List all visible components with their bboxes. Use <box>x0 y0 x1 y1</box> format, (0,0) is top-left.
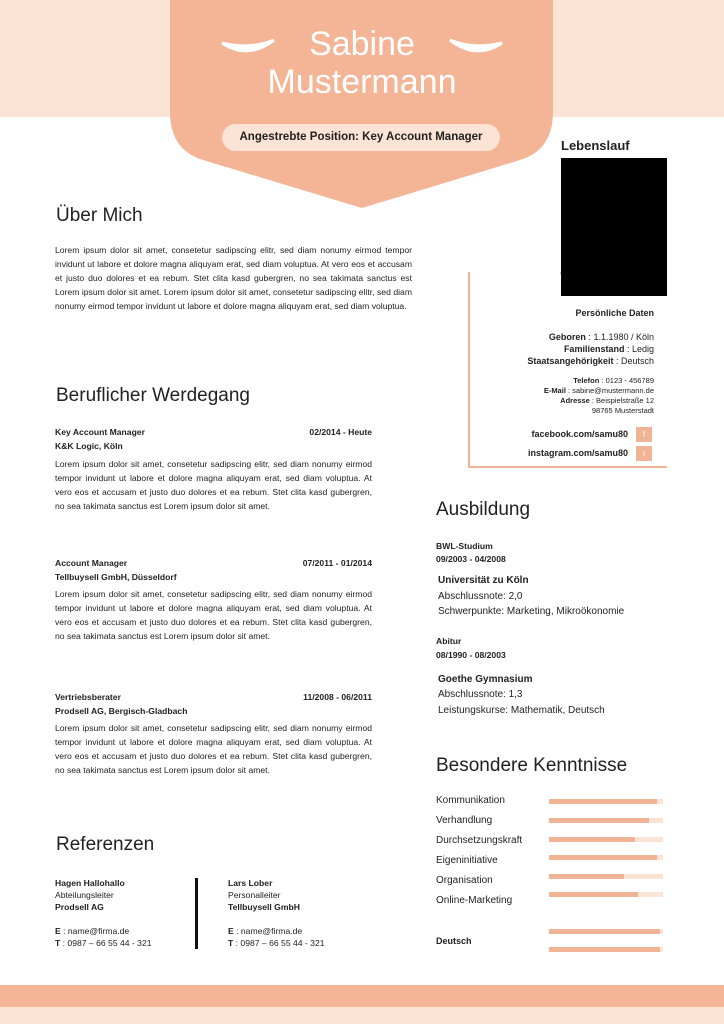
ref-name: Lars Lober <box>228 878 273 888</box>
ref-role: Abteilungsleiter <box>55 890 114 900</box>
about-title: Über Mich <box>56 205 143 226</box>
skill-bar <box>549 837 663 842</box>
job-company-2: Tellbuysell GmbH, Düsseldorf <box>55 572 177 582</box>
position-pill: Angestrebte Position: Key Account Manager <box>222 124 500 151</box>
skill-label: Durchsetzungskraft <box>436 835 523 846</box>
ref-name: Hagen Hallohallo <box>55 878 125 888</box>
bottom-band <box>0 985 724 1007</box>
job-company-1: K&K Logic, Köln <box>55 441 123 451</box>
skill-label: Kommunikation <box>436 795 505 806</box>
familienstand-label: Familienstand <box>563 344 625 354</box>
ref-phone-label: T <box>55 938 61 948</box>
skill-fill <box>549 874 624 879</box>
instagram-link[interactable]: instagram.com/samu80 <box>527 448 628 458</box>
skill-fill <box>549 855 657 860</box>
facebook-link[interactable]: facebook.com/samu80 <box>531 429 628 439</box>
ref-phone-label: T <box>228 938 234 948</box>
language-fill <box>549 947 660 952</box>
language-bar <box>549 947 663 952</box>
skill-label: Organisation <box>436 875 493 886</box>
job-company-3: Prodsell AG, Bergisch-Gladbach <box>55 706 188 716</box>
job-title-2: Account Manager <box>55 558 128 568</box>
skill-bar <box>549 855 663 860</box>
skill-bar <box>549 892 663 897</box>
info-telefon: Telefon : 0123 - 456789 <box>573 376 654 385</box>
ref-email-label: E <box>228 926 234 936</box>
skill-fill <box>549 818 649 823</box>
reference-2: Lars Lober Personalleiter Tellbuysell GmbH E : name@firma.de T : 0987 – 66 55 44 - 321 <box>228 878 325 948</box>
edu-school-2: Goethe Gymnasium <box>438 674 533 685</box>
reference-divider <box>195 878 198 949</box>
skill-fill <box>549 892 638 897</box>
geboren-value: 1.1.1980 / Köln <box>593 332 654 342</box>
info-familienstand: Familienstand : Ledig <box>563 344 654 354</box>
last-name: Mustermann <box>267 63 457 101</box>
skill-fill <box>549 799 657 804</box>
email-value: sabine@mustermann.de <box>572 386 654 395</box>
job-text-3: Lorem ipsum dolor sit amet, consetetur sadipscing elitr, sed diam nonumy eirmod tempor invidunt ut labore et dolore magna aliquyam erat, sed diam voluptua. At vero eos et accusam et justo duo dolores et ea rebum. Stet clita kasd gubergren, no sea takimata sanctus est Lorem ipsum dolor sit amet. <box>55 723 372 775</box>
info-email: E-Mail : sabine@mustermann.de <box>543 386 654 395</box>
edu-line-2b: Leistungskurse: Mathematik, Deutsch <box>438 705 605 716</box>
edu-school-1: Universität zu Köln <box>438 575 529 586</box>
info-box-gap <box>470 272 560 276</box>
ref-phone: 0987 – 66 55 44 - 321 <box>240 938 325 948</box>
instagram-icon[interactable]: i <box>636 446 652 461</box>
edu-line-2a: Abschlussnote: 1,3 <box>438 689 523 700</box>
ref-email-label: E <box>55 926 61 936</box>
education-title: Ausbildung <box>436 499 531 520</box>
staat-value: Deutsch <box>620 356 654 366</box>
job-title-3: Vertriebsberater <box>55 692 121 702</box>
personal-data-title: Persönliche Daten <box>575 308 654 318</box>
first-name: Sabine <box>309 25 415 63</box>
ref-company: Prodsell AG <box>55 902 104 912</box>
info-ort: 98765 Musterstadt <box>591 406 654 415</box>
edu-date-1: 09/2003 - 04/2008 <box>436 554 506 564</box>
adresse-label: Adresse <box>560 396 590 405</box>
about-text: Lorem ipsum dolor sit amet, consetetur sadipscing elitr, sed diam nonumy eirmod tempor invidunt ut labore et dolore magna aliquyam erat, sed diam voluptua. At vero eos et accusam et justo duo dolores et ea rebum. Stet clita kasd gubergren, no sea takimata sanctus est Lorem ipsum dolor sit amet. Lorem ipsum dolor sit amet, consetetur sadipscing elitr, sed diam nonumy eirmod tempor invidunt ut labore et dolore magna aliquyam erat, sed diam voluptua. <box>55 245 412 311</box>
ref-email[interactable]: name@firma.de <box>240 926 303 936</box>
lebenslauf-label: Lebenslauf <box>561 138 630 153</box>
edu-label-2: Abitur <box>436 636 462 646</box>
telefon-value: 0123 - 456789 <box>605 376 654 385</box>
job-text-2: Lorem ipsum dolor sit amet, consetetur sadipscing elitr, sed diam nonumy eirmod tempor invidunt ut labore et dolore magna aliquyam erat, sed diam voluptua. At vero eos et accusam et justo duo dolores et ea rebum. Stet clita kasd gubergren, no sea takimata sanctus est Lorem ipsum dolor sit amet. <box>55 589 372 641</box>
language-fill <box>549 929 660 934</box>
ref-company: Tellbuysell GmbH <box>228 902 300 912</box>
job-date-2: 07/2011 - 01/2014 <box>302 558 372 568</box>
skill-bar <box>549 874 663 879</box>
info-adresse: Adresse : Beispielstraße 12 <box>560 396 654 405</box>
photo <box>561 158 667 296</box>
skill-label: Eigeninitiative <box>436 855 498 866</box>
skill-label: Verhandlung <box>436 815 493 826</box>
language-label: Deutsch <box>436 936 472 946</box>
info-staat: Staatsangehörigkeit : Deutsch <box>527 356 654 366</box>
job-title-1: Key Account Manager <box>55 427 145 437</box>
job-date-1: 02/2014 - Heute <box>309 427 372 437</box>
bottom-band-light <box>0 1007 724 1024</box>
email-label: E-Mail <box>543 386 566 395</box>
references-title: Referenzen <box>56 834 155 855</box>
job-text-1: Lorem ipsum dolor sit amet, consetetur sadipscing elitr, sed diam nonumy eirmod tempor invidunt ut labore et dolore magna aliquyam erat, sed diam voluptua. At vero eos et accusam et justo duo dolores et ea rebum. Stet clita kasd gubergren, no sea takimata sanctus est Lorem ipsum dolor sit amet. <box>55 459 372 511</box>
edu-line-1a: Abschlussnote: 2,0 <box>438 591 523 602</box>
info-geboren: Geboren : 1.1.1980 / Köln <box>548 332 654 342</box>
edu-line-1b: Schwerpunkte: Marketing, Mikroökonomie <box>438 606 625 617</box>
job-date-3: 11/2008 - 06/2011 <box>303 692 372 702</box>
staat-label: Staatsangehörigkeit <box>527 356 614 366</box>
skill-bar <box>549 799 663 804</box>
telefon-label: Telefon <box>573 376 600 385</box>
skills-title: Besondere Kenntnisse <box>436 755 628 776</box>
language-bar <box>549 929 663 934</box>
ref-email[interactable]: name@firma.de <box>67 926 130 936</box>
adresse-value: Beispielstraße 12 <box>596 396 654 405</box>
edu-date-2: 08/1990 - 08/2003 <box>436 650 506 660</box>
career-title: Beruflicher Werdegang <box>56 385 250 406</box>
facebook-icon[interactable]: f <box>636 427 652 442</box>
skill-label: Online-Marketing <box>436 895 513 906</box>
reference-1: Hagen Hallohallo Abteilungsleiter Prodsell AG E : name@firma.de T : 0987 – 66 55 44 - 321 <box>55 878 152 948</box>
ref-phone: 0987 – 66 55 44 - 321 <box>67 938 152 948</box>
familienstand-value: Ledig <box>631 344 654 354</box>
geboren-label: Geboren <box>548 332 586 342</box>
skill-fill <box>549 837 635 842</box>
ref-role: Personalleiter <box>228 890 281 900</box>
edu-label-1: BWL-Studium <box>436 541 493 551</box>
skill-bar <box>549 818 663 823</box>
